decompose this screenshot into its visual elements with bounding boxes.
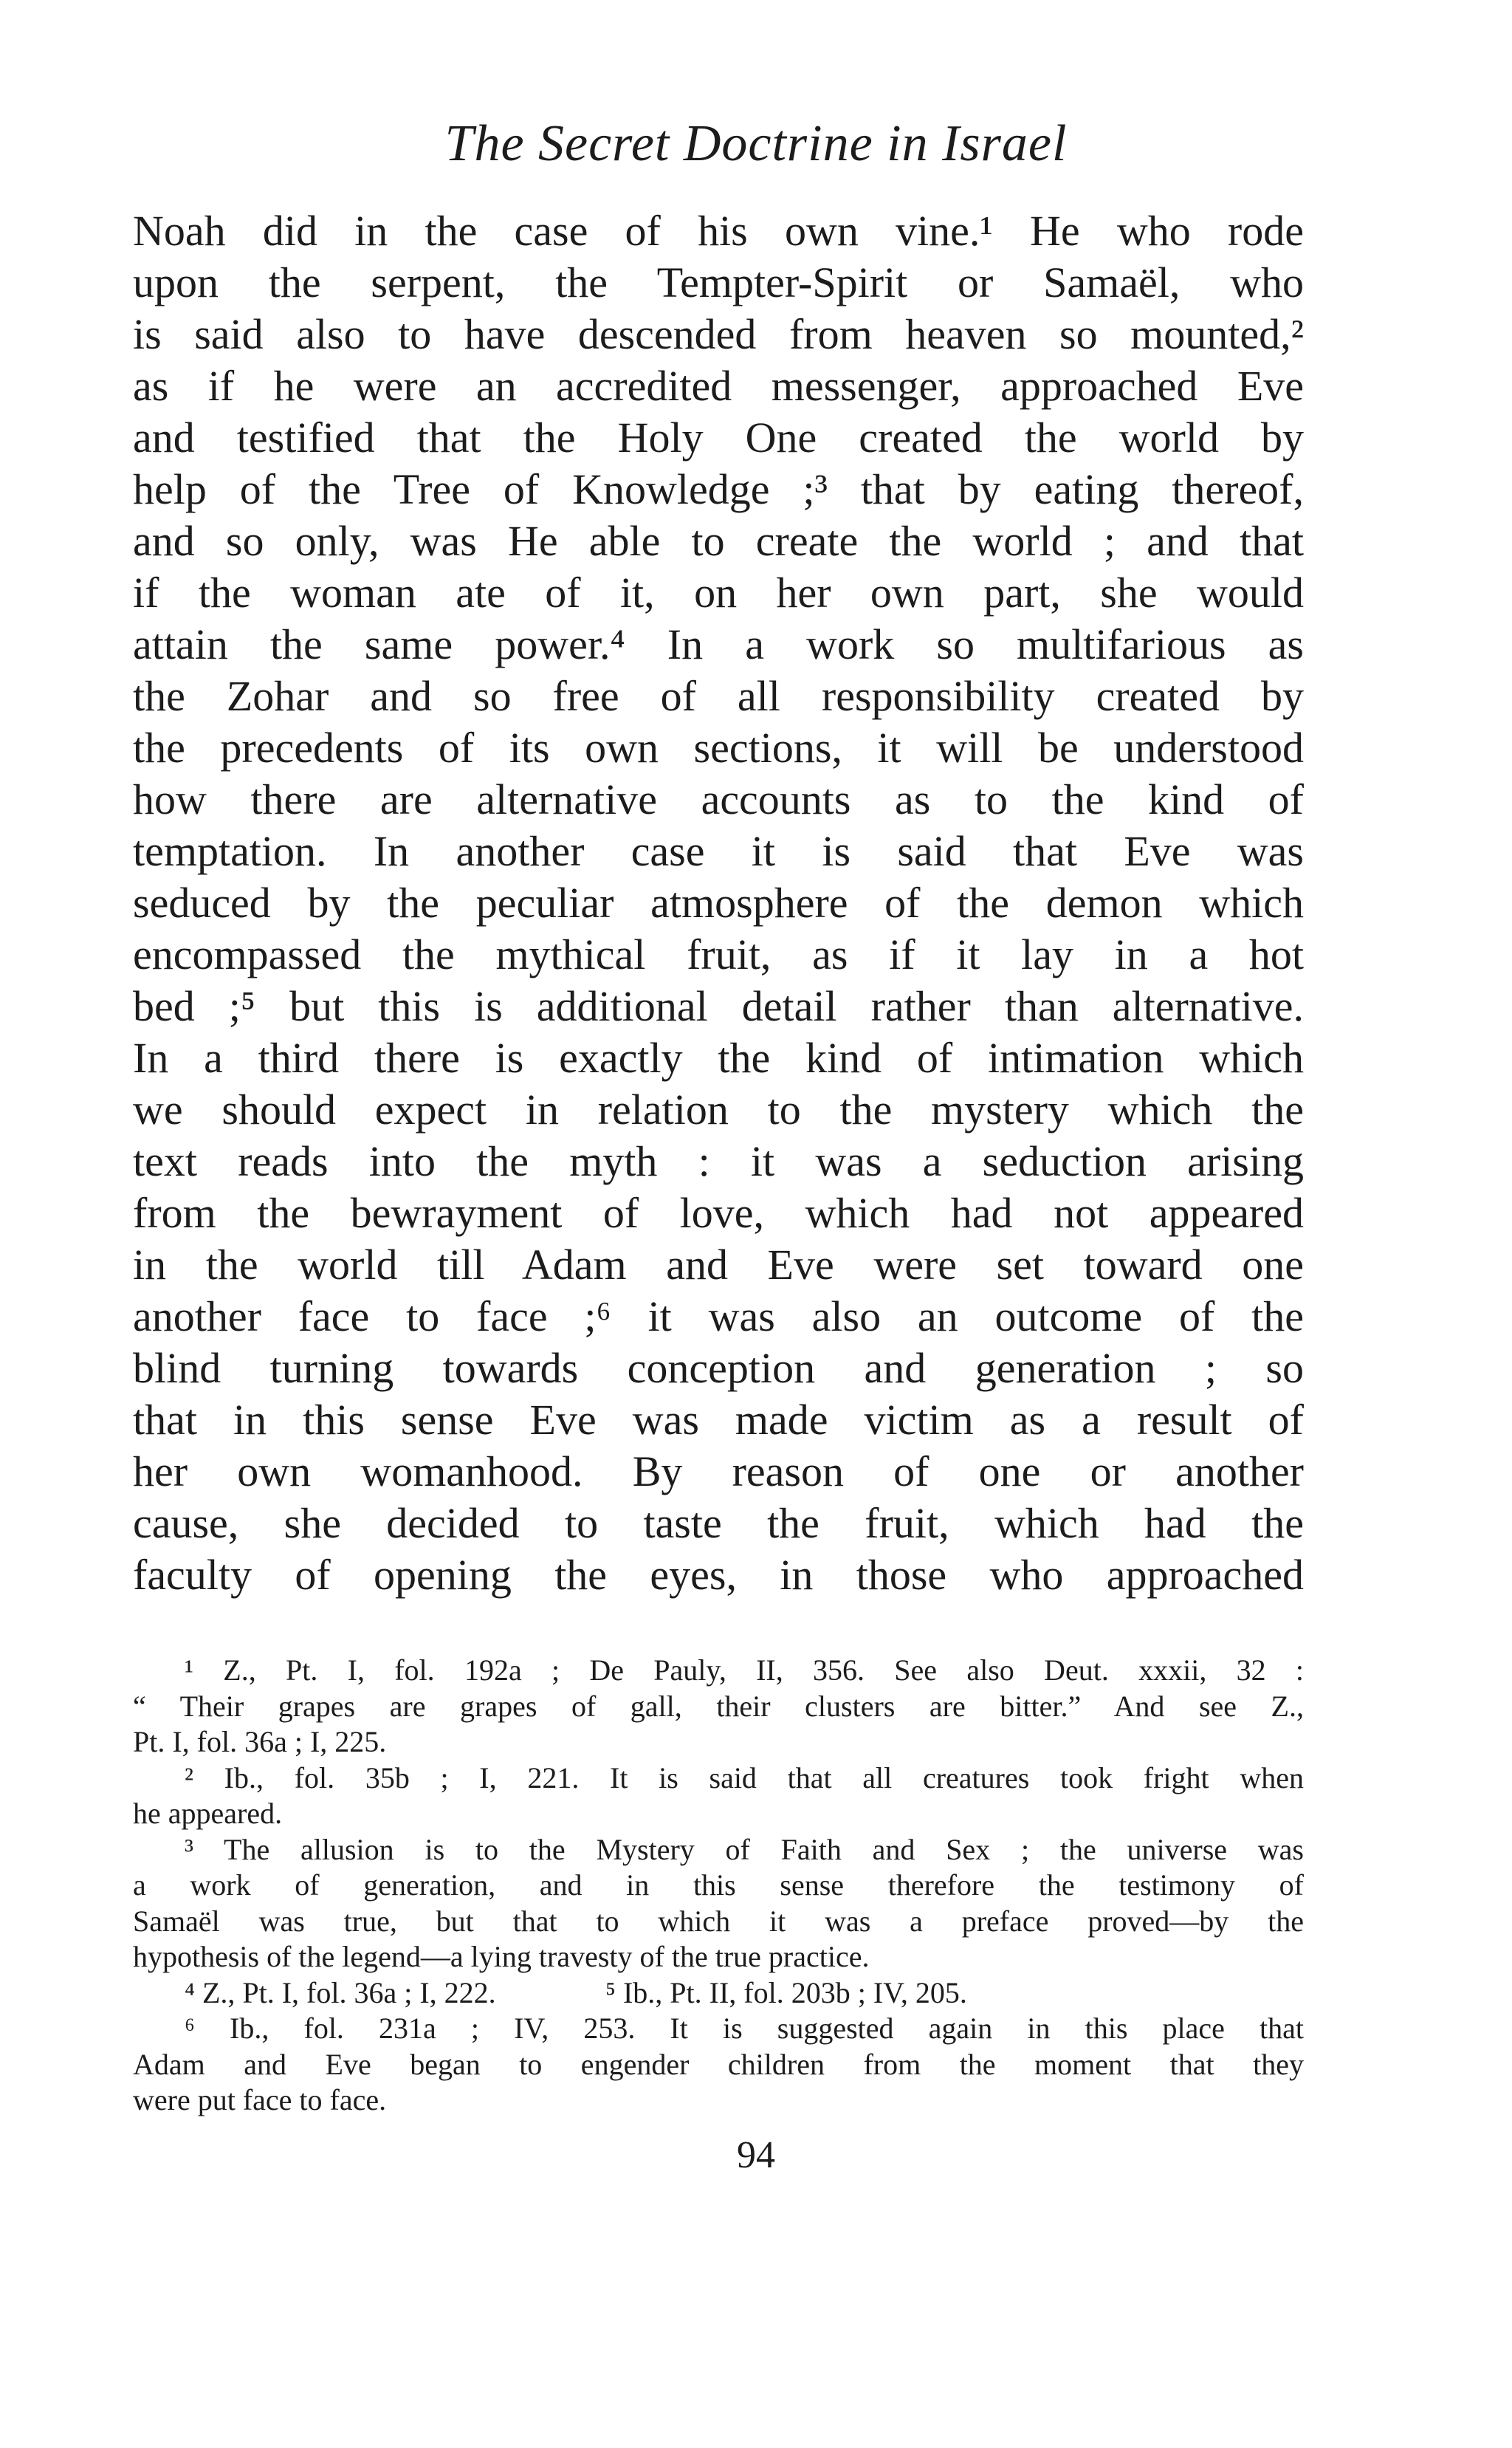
footnote-3-line: ³ The allusion is to the Mystery of Faith and Sex ; the universe was <box>185 1832 1304 1866</box>
footnote-6-line: ⁶ Ib., fol. 231a ; IV, 253. It is suggested again in this place that <box>185 2012 1304 2045</box>
footnote-3-line: a work of generation, and in this sense therefore the testimony of <box>133 1868 1304 1902</box>
footnote-2-line: ² Ib., fol. 35b ; I, 221. It is said that all creatures took fright when <box>185 1760 1304 1794</box>
body-line: if the woman ate of it, on her own part, she would <box>133 569 1304 617</box>
body-line: that in this sense Eve was made victim as a result of <box>133 1396 1304 1444</box>
body-line: and so only, was He able to create the world ; and that <box>133 517 1304 565</box>
footnote-1-line: Pt. I, fol. 36a ; I, 225. <box>133 1725 387 1758</box>
body-line: help of the Tree of Knowledge ;³ that by eating thereof, <box>133 465 1304 513</box>
body-line: and testified that the Holy One created the world by <box>133 414 1304 462</box>
body-line: upon the serpent, the Tempter-Spirit or Samaël, who <box>133 258 1304 306</box>
footnote-1-line: “ Their grapes are grapes of gall, their clusters are bitter.” And see Z., <box>133 1689 1304 1723</box>
footnote-3-line: Samaël was true, but that to which it was a preface proved—by the <box>133 1904 1304 1938</box>
footnote-4: ⁴ Z., Pt. I, fol. 36a ; I, 222. <box>185 1975 496 2009</box>
footnote-6-line: were put face to face. <box>133 2083 387 2116</box>
body-line: how there are alternative accounts as to the kind of <box>133 775 1304 823</box>
footnote-4-5-line <box>133 1975 1304 2012</box>
page-number: 94 <box>737 2134 775 2176</box>
running-head: The Secret Doctrine in Israel <box>444 115 1068 172</box>
footnote-5: ⁵ Ib., Pt. II, fol. 203b ; IV, 205. <box>605 1975 967 2009</box>
body-line: faculty of opening the eyes, in those who approached <box>133 1551 1304 1599</box>
body-line: is said also to have descended from heaven so mounted,² <box>133 310 1304 358</box>
body-line: encompassed the mythical fruit, as if it lay in a hot <box>133 930 1304 978</box>
footnotes <box>133 1653 1304 2119</box>
body-line: text reads into the myth : it was a seduction arising <box>133 1137 1304 1185</box>
body-line: In a third there is exactly the kind of intimation which <box>133 1034 1304 1082</box>
body-line: seduced by the peculiar atmosphere of the demon which <box>133 879 1304 927</box>
body-line: her own womanhood. By reason of one or another <box>133 1447 1304 1495</box>
footnote-2-line: he appeared. <box>133 1797 283 1830</box>
body-line: temptation. In another case it is said that Eve was <box>133 827 1304 875</box>
body-line: blind turning towards conception and generation ; so <box>133 1344 1304 1392</box>
body-line: another face to face ;⁶ it was also an outcome of the <box>133 1292 1304 1340</box>
body-text <box>133 205 1304 1601</box>
body-line: attain the same power.⁴ In a work so multifarious as <box>133 620 1304 668</box>
body-line: the precedents of its own sections, it will be understood <box>133 724 1304 772</box>
body-line: cause, she decided to taste the fruit, which had the <box>133 1499 1304 1547</box>
footnote-3-line: hypothesis of the legend—a lying travesty of the true practice. <box>133 1940 870 1973</box>
footnote-6-line: Adam and Eve began to engender children from the moment that they <box>133 2047 1304 2081</box>
body-line: bed ;⁵ but this is additional detail rather than alternative. <box>133 982 1304 1030</box>
body-line: the Zohar and so free of all responsibility created by <box>133 672 1304 720</box>
footnote-1-line: ¹ Z., Pt. I, fol. 192a ; De Pauly, II, 356. See also Deut. xxxii, 32 : <box>185 1653 1304 1687</box>
body-line: Noah did in the case of his own vine.¹ He who rode <box>133 207 1304 255</box>
body-line: as if he were an accredited messenger, approached Eve <box>133 362 1304 410</box>
body-line: in the world till Adam and Eve were set toward one <box>133 1241 1304 1289</box>
body-line: from the bewrayment of love, which had not appeared <box>133 1189 1304 1237</box>
body-line: we should expect in relation to the mystery which the <box>133 1086 1304 1134</box>
